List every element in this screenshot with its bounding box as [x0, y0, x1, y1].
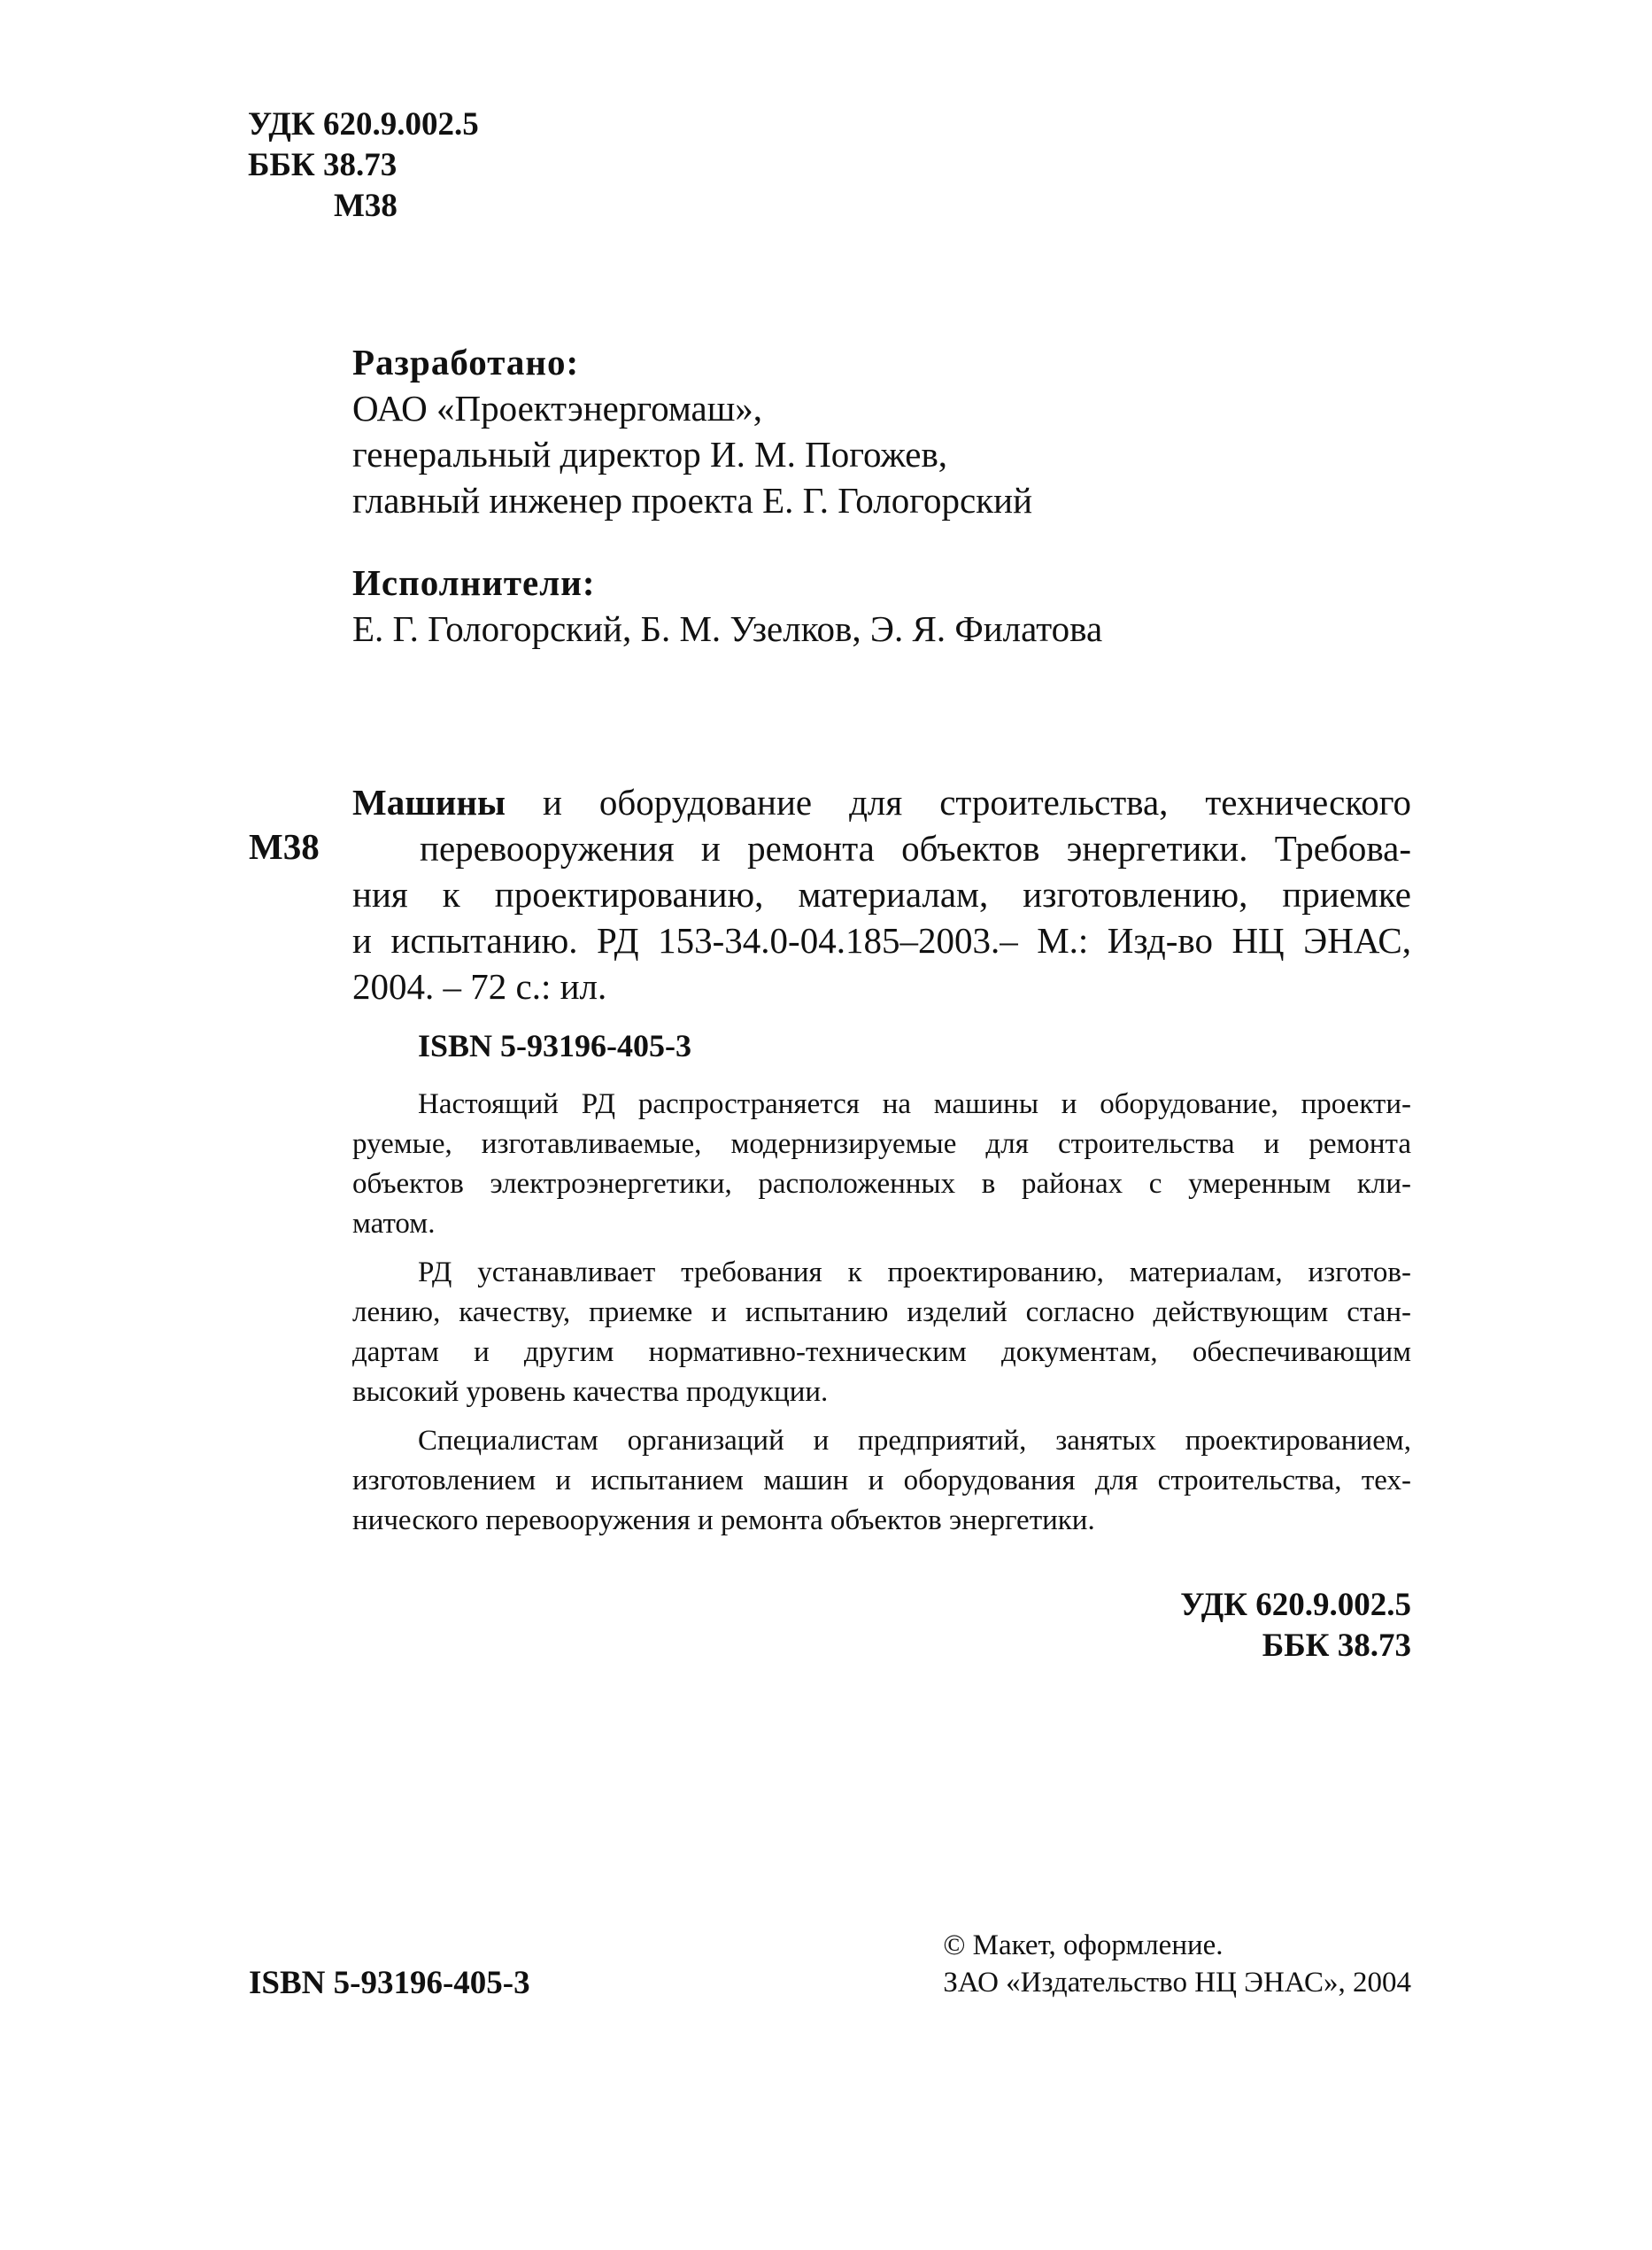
- classification-codes-bottom: [1180, 1585, 1411, 1666]
- bbk-code: ББК 38.73: [248, 147, 398, 183]
- udk-code: УДК 620.9.002.5: [248, 106, 479, 143]
- bib-line-1: Машины и оборудование для строительства, технического: [352, 782, 1411, 823]
- developer-chief-engineer: главный инженер проекта Е. Г. Гологорский: [352, 480, 1033, 521]
- copyright-notice: [943, 1927, 1411, 2001]
- copyright-line-2: ЗАО «Издательство НЦ ЭНАС», 2004: [943, 1967, 1411, 1999]
- udk-code-bottom: УДК 620.9.002.5: [1180, 1587, 1411, 1623]
- bib-line-2: перевооружения и ремонта объектов энергетики. Требова-: [420, 828, 1411, 869]
- copyright-line-1: © Макет, оформление.: [943, 1929, 1224, 1961]
- isbn-footer: ISBN 5-93196-405-3: [249, 1965, 530, 2001]
- executors-names: Е. Г. Гологорский, Б. М. Узелков, Э. Я. Филатова: [352, 608, 1103, 649]
- bib-line-3: ния к проектированию, материалам, изготовлению, приемке: [352, 874, 1411, 915]
- bibliographic-description: [352, 779, 1411, 1009]
- bib-line-4: и испытанию. РД 153-34.0-04.185–2003.– М.: Изд-во НЦ ЭНАС,: [352, 920, 1411, 961]
- author-mark: М38: [334, 188, 398, 224]
- bibliography-author-mark: М38: [249, 826, 320, 867]
- classification-codes-top: [248, 104, 479, 227]
- executors-block: [352, 560, 1102, 652]
- annotation-paragraph-1: Настоящий РД распространяется на машины и оборудование, проекти- руемые, изготавливаемые, модернизируемые для строительства и ремонта объектов электроэнергетики, расположенных в районах с умеренным кли- матом.: [352, 1088, 1411, 1240]
- developed-by-block: [352, 339, 1032, 523]
- bbk-code-bottom: ББК 38.73: [1262, 1628, 1411, 1664]
- bib-title-bold: Машины: [352, 782, 506, 823]
- annotation-paragraph-2: РД устанавливает требования к проектированию, материалам, изготов- лению, качеству, приемке и испытанию изделий согласно действующим стан- дартам и другим нормативно-техническим документам, обеспечивающим высокий уровень качества продукции.: [352, 1256, 1411, 1408]
- developer-director: генеральный директор И. М. Погожев,: [352, 434, 948, 475]
- annotation: [352, 1085, 1411, 1550]
- isbn-description: ISBN 5-93196-405-3: [418, 1028, 692, 1063]
- developer-org: ОАО «Проектэнергомаш»,: [352, 388, 763, 429]
- developed-label: Разработано:: [352, 342, 580, 383]
- executors-label: Исполнители:: [352, 562, 596, 603]
- annotation-paragraph-3: Специалистам организаций и предприятий, занятых проектированием, изготовлением и испытанием машин и оборудования для строительства, тех- нического перевооружения и ремонта объектов энергетики.: [352, 1425, 1411, 1536]
- bib-line-5: 2004. – 72 с.: ил.: [352, 966, 607, 1007]
